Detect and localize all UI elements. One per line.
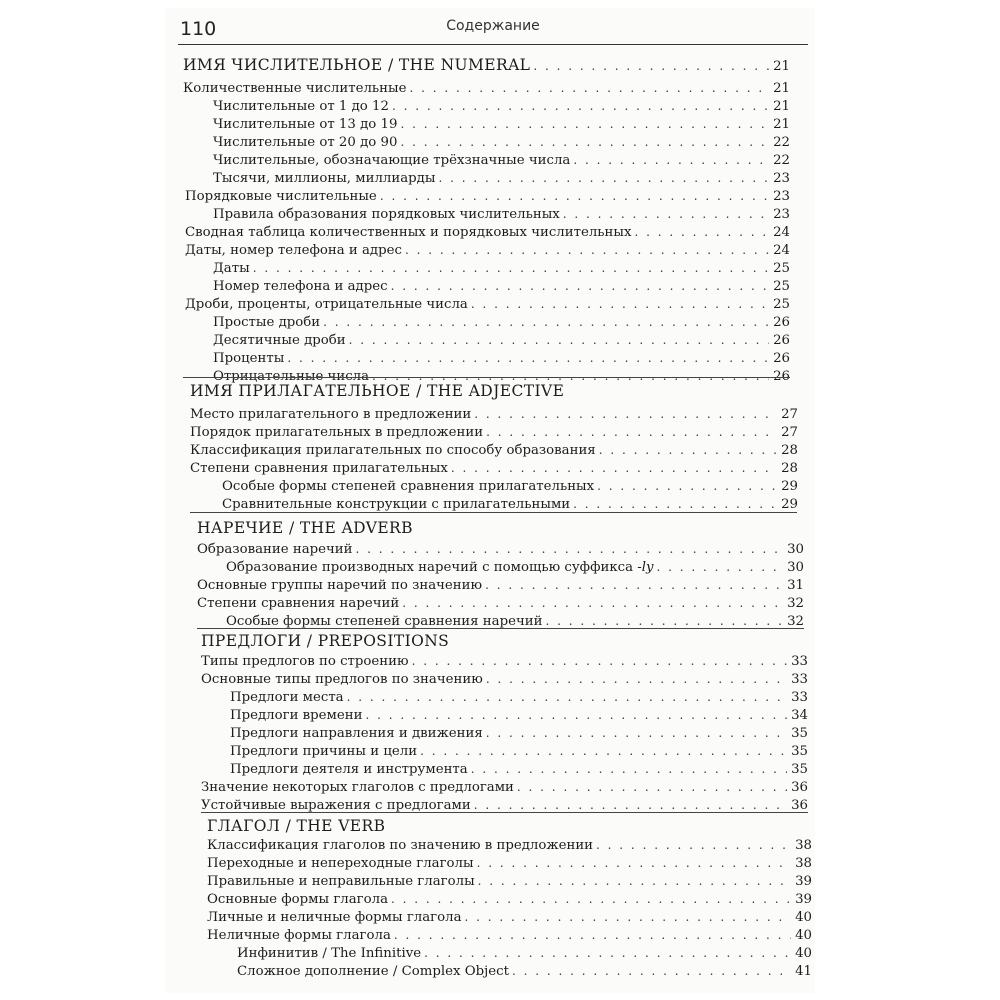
page-number: 110 [180,18,217,40]
toc-entry: Степени сравнения наречий . . . 32 [197,594,804,612]
toc-entry: Отрицательные числа . . . 26 [213,367,790,385]
section-divider [190,512,797,513]
toc-entry: Правила образования порядковых числительных . . . 23 [213,205,790,223]
page-ref: 21 [773,59,790,74]
toc-entry: Особые формы степеней сравнения прилагательных . . . 29 [222,477,798,495]
toc-entry: Основные формы глагола . . . 39 [207,890,812,908]
toc-entry: Основные группы наречий по значению . . . 31 [197,576,804,594]
toc-entry: Проценты . . . 26 [213,349,790,367]
toc-entry: Устойчивые выражения с предлогами . . . 36 [201,796,808,814]
toc-entry: Предлоги деятеля и инструмента . . . 35 [230,760,808,778]
toc-entry: Образование наречий . . . 30 [197,540,804,558]
toc-entry: Типы предлогов по строению . . . 33 [201,652,808,670]
toc-entry: Предлоги направления и движения . . . 35 [230,724,808,742]
toc-entry: Предлоги места . . . 33 [230,688,808,706]
toc-entry: Сводная таблица количественных и порядковых числительных . . . 24 [185,223,790,241]
toc-entry: Числительные от 13 до 19 . . . 21 [213,115,790,133]
toc-entry: Сравнительные конструкции с прилагательными . . . 29 [222,495,798,513]
section-divider [197,628,804,629]
toc-entry: Предлоги времени . . . 34 [230,706,808,724]
toc-entry: Предлоги причины и цели . . . 35 [230,742,808,760]
toc-entry: Даты . . . 25 [213,259,790,277]
toc-entry: Десятичные дроби . . . 26 [213,331,790,349]
toc-entry: Особые формы степеней сравнения наречий . . . 32 [226,612,804,630]
toc-entry: Порядковые числительные . . . 23 [185,187,790,205]
toc-entry: Правильные и неправильные глаголы . . . 39 [207,872,812,890]
section-title-adverb: НАРЕЧИЕ / THE ADVERB [197,519,413,537]
toc-entry: Числительные от 1 до 12 . . . 21 [213,97,790,115]
toc-entry: Образование производных наречий с помощью суффикса -ly . . . 30 [226,558,804,576]
toc-entry: Даты, номер телефона и адрес . . . 24 [185,241,790,259]
section-title-prepositions: ПРЕДЛОГИ / PREPOSITIONS [201,632,450,650]
toc-entry: Степени сравнения прилагательных . . . 28 [190,459,798,477]
toc-entry: Простые дроби . . . 26 [213,313,790,331]
section-title-numeral: ИМЯ ЧИСЛИТЕЛЬНОЕ / THE NUMERAL . . . 21 [183,56,790,74]
section-title-adjective: ИМЯ ПРИЛАГАТЕЛЬНОЕ / THE ADJECTIVE [190,382,565,400]
toc-entry: Инфинитив / The Infinitive . . . 40 [237,944,812,962]
toc-entry: Сложное дополнение / Complex Object . . . 41 [237,962,812,980]
running-title: Содержание [446,18,540,34]
toc-entry: Переходные и непереходные глаголы . . . 38 [207,854,812,872]
toc-entry: Личные и неличные формы глагола . . . 40 [207,908,812,926]
toc-entry: Значение некоторых глаголов с предлогами . . . 36 [201,778,808,796]
toc-entry: Неличные формы глагола . . . 40 [207,926,812,944]
section-title-verb: ГЛАГОЛ / THE VERB [207,817,386,835]
toc-entry: Тысячи, миллионы, миллиарды . . . 23 [213,169,790,187]
section-divider [201,812,808,813]
section-divider [183,377,790,378]
toc-entry: Порядок прилагательных в предложении . . . 27 [190,423,798,441]
toc-entry: Номер телефона и адрес . . . 25 [213,277,790,295]
toc-entry: Дроби, проценты, отрицательные числа . . . 25 [185,295,790,313]
toc-entry: Основные типы предлогов по значению . . . 33 [201,670,808,688]
toc-entry: Классификация прилагательных по способу образования . . . 28 [190,441,798,459]
toc-entry: Место прилагательного в предложении . . . 27 [190,405,798,423]
toc-entry: Классификация глаголов по значению в предложении . . . 38 [207,836,812,854]
toc-entry: Числительные, обозначающие трёхзначные числа . . . 22 [213,151,790,169]
toc-entry: Количественные числительные . . . 21 [183,79,790,97]
toc-entry: Числительные от 20 до 90 . . . 22 [213,133,790,151]
